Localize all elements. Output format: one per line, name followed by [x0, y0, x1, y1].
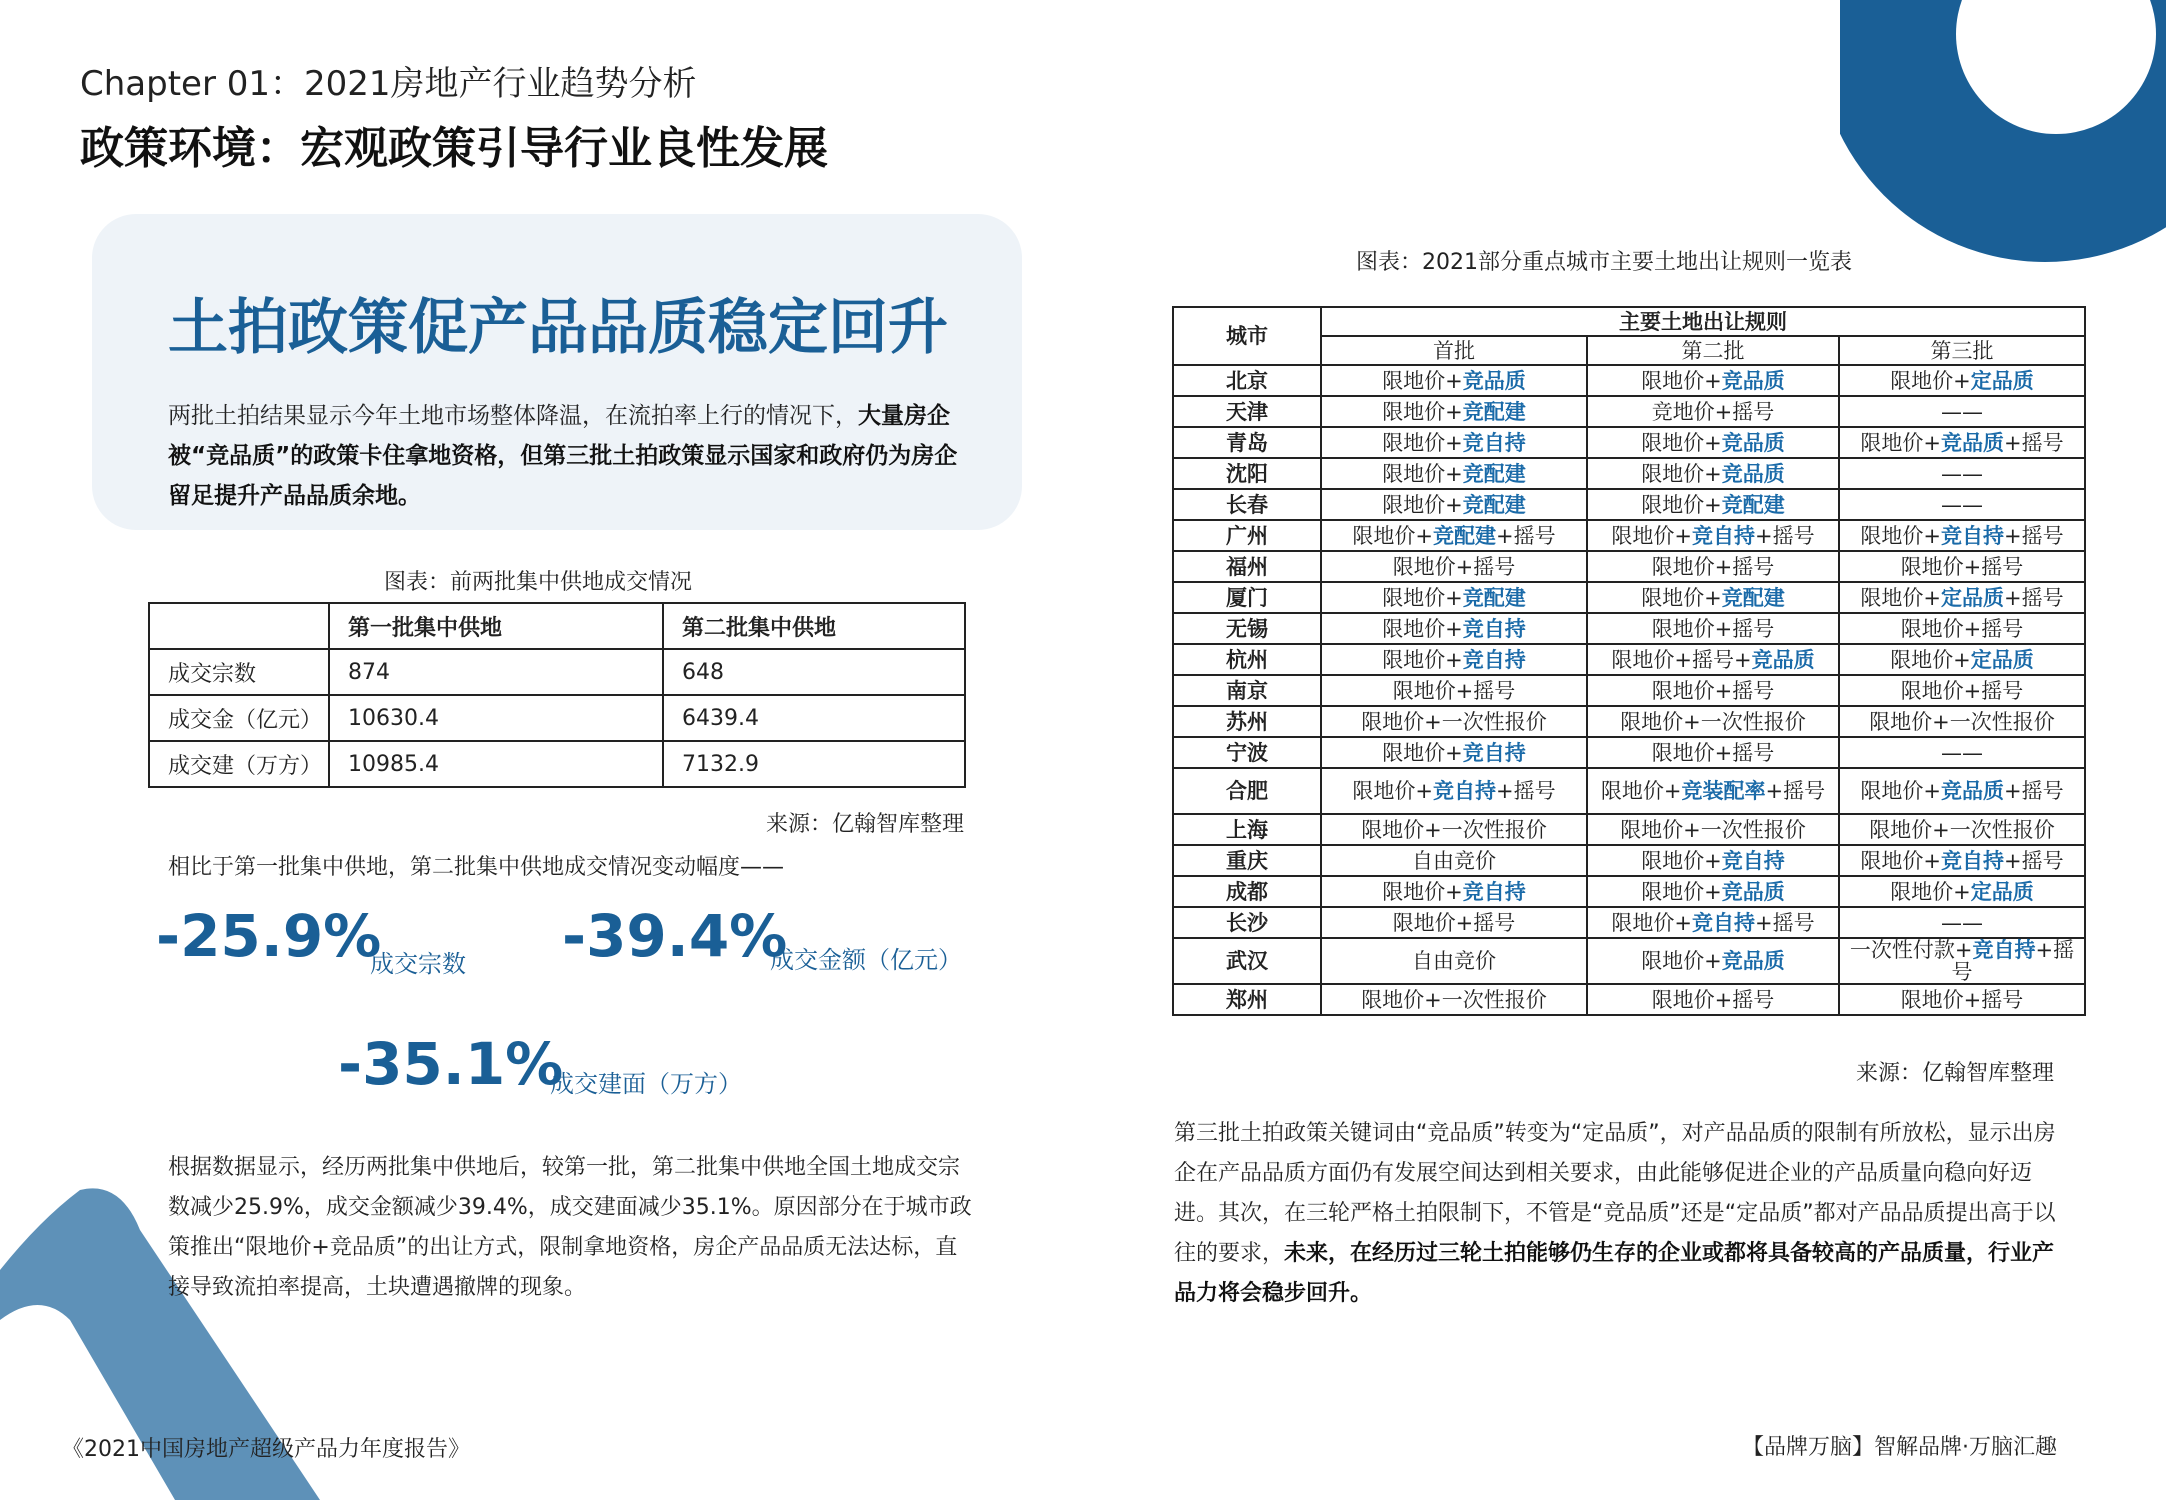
rule-text: 限地价+: [1611, 910, 1692, 935]
rule-text: 限地价+: [1641, 879, 1722, 904]
rule-cell: [1587, 551, 1839, 582]
rule-text: 限地价+摇号: [1651, 616, 1775, 641]
table-row: [1173, 365, 2085, 396]
batch-header: 首批: [1321, 336, 1587, 365]
rule-cell: [1321, 907, 1587, 938]
table-cell: 6439.4: [663, 695, 965, 741]
rule-cell: [1839, 814, 2085, 845]
rule-text: +摇号: [1496, 779, 1556, 803]
rule-cell: [1321, 675, 1587, 706]
rule-highlight: 竞配建: [1462, 585, 1526, 610]
rule-cell: [1321, 582, 1587, 613]
rule-cell: [1587, 396, 1839, 427]
rule-cell: [1587, 907, 1839, 938]
city-cell: 南京: [1173, 675, 1321, 706]
rule-text: 限地价+: [1382, 647, 1463, 672]
rule-text: 限地价+一次性报价: [1620, 817, 1806, 842]
rule-text: 竞地价+摇号: [1651, 399, 1775, 424]
city-cell: 合肥: [1173, 768, 1321, 814]
rule-cell: [1587, 938, 1839, 984]
top-right-ring-decoration: [1840, 0, 2166, 275]
table-row: [1173, 814, 2085, 845]
batch-header: 第二批: [1587, 336, 1839, 365]
rule-text: 限地价+: [1641, 461, 1722, 486]
rule-cell: [1839, 706, 2085, 737]
rule-text: 限地价+一次性报价: [1869, 709, 2055, 734]
rule-cell: [1587, 845, 1839, 876]
city-cell: 宁波: [1173, 737, 1321, 768]
rule-cell: [1587, 876, 1839, 907]
rule-text: 限地价+: [1611, 523, 1692, 548]
rule-highlight: 竞自持: [1462, 740, 1526, 765]
stats-lead: 相比于第一批集中供地，第二批集中供地成交情况变动幅度——: [168, 855, 785, 880]
rule-cell: [1321, 845, 1587, 876]
right-paragraph-normal: 第三批土拍政策关键词由“竞品质”转变为“定品质”，对产品品质的限制有所放松，显示出房企在产品品质方面仍有发展空间达到相关要求，由此能够促进企业的产品质量向稳向好迈进。其次，在三轮严格土拍限制下，不管是“竞品质”还是“定品质”都对产品品质提出高于以往的要求，: [1174, 1121, 2056, 1266]
table-row: [1173, 582, 2085, 613]
table-header-row: [1173, 307, 2085, 336]
rule-text: 限地价+: [1860, 430, 1941, 455]
rule-text: 限地价+: [1641, 585, 1722, 610]
rule-highlight: 竞配建: [1721, 585, 1785, 610]
table-row: [149, 695, 965, 741]
rule-text: 限地价+: [1382, 879, 1463, 904]
rule-text: +摇号: [2004, 523, 2064, 548]
table2-caption: 图表：2021部分重点城市主要土地出让规则一览表: [1356, 250, 1852, 275]
rule-text: ——: [1941, 492, 1983, 517]
city-cell: 沈阳: [1173, 458, 1321, 489]
rule-text: +摇号: [2004, 779, 2064, 803]
rule-text: 限地价+: [1382, 616, 1463, 641]
rule-text: +摇号: [1496, 523, 1556, 548]
rule-cell: [1321, 737, 1587, 768]
rule-text: 限地价+: [1382, 368, 1463, 393]
rule-text: +摇号: [1951, 938, 2075, 984]
table-cell: 7132.9: [663, 741, 965, 787]
table1-source: 来源：亿翰智库整理: [766, 812, 965, 837]
city-cell: 杭州: [1173, 644, 1321, 675]
rule-highlight: 竞品质: [1941, 430, 2004, 455]
rule-text: 限地价+: [1890, 368, 1971, 393]
table-row: [1173, 613, 2085, 644]
table-row: [1173, 845, 2085, 876]
table-row: [149, 603, 965, 649]
rule-cell: [1587, 489, 1839, 520]
table-row: [1173, 644, 2085, 675]
page-title: 政策环境：宏观政策引导行业良性发展: [80, 123, 828, 174]
table-cell: 874: [329, 649, 663, 695]
table-row: [1173, 675, 2085, 706]
rule-cell: [1587, 613, 1839, 644]
rule-text: 限地价+: [1641, 949, 1722, 973]
rule-text: 限地价+摇号: [1900, 987, 2024, 1012]
card-text: [168, 396, 968, 516]
rule-text: 限地价+摇号: [1651, 740, 1775, 765]
table-row: [1173, 737, 2085, 768]
rule-cell: [1587, 458, 1839, 489]
rule-highlight: 竞品质: [1751, 647, 1815, 672]
rule-cell: [1321, 706, 1587, 737]
rule-text: 限地价+: [1382, 430, 1463, 455]
rule-highlight: 竞自持: [1692, 523, 1755, 548]
table-row: [1173, 551, 2085, 582]
rule-text: 限地价+摇号: [1651, 987, 1775, 1012]
land-supply-table: [148, 602, 966, 788]
rule-text: 限地价+: [1382, 585, 1463, 610]
rule-text: +摇号: [2004, 430, 2064, 455]
table-row: [1173, 984, 2085, 1015]
rule-text: ——: [1941, 399, 1983, 424]
table-cell: 10630.4: [329, 695, 663, 741]
rule-highlight: 竞自持: [1941, 848, 2004, 873]
rule-highlight: 竞自持: [1692, 910, 1755, 935]
rule-highlight: 竞配建: [1462, 492, 1526, 517]
rule-cell: [1839, 582, 2085, 613]
rule-cell: [1587, 582, 1839, 613]
rule-cell: [1321, 644, 1587, 675]
rule-cell: [1839, 845, 2085, 876]
rule-cell: [1321, 458, 1587, 489]
rule-text: 限地价+: [1860, 585, 1941, 610]
rule-text: 限地价+: [1382, 740, 1463, 765]
rule-cell: [1839, 520, 2085, 551]
rule-text: 限地价+一次性报价: [1361, 817, 1547, 842]
table-row: [1173, 427, 2085, 458]
table-body: [1173, 365, 2085, 1015]
rule-highlight: 定品质: [1970, 647, 2034, 672]
rule-text: +摇号: [1765, 779, 1826, 803]
rule-cell: [1587, 427, 1839, 458]
rule-text: +摇号: [1755, 523, 1815, 548]
rule-text: 限地价+: [1600, 779, 1682, 803]
rule-text: 限地价+: [1890, 647, 1971, 672]
rule-highlight: 竞品质: [1721, 461, 1785, 486]
table-cell: 成交金（亿元）: [149, 695, 329, 741]
city-cell: 长沙: [1173, 907, 1321, 938]
rule-text: 自由竞价: [1412, 949, 1496, 973]
card-text-normal: 两批土拍结果显示今年土地市场整体降温，在流拍率上行的情况下，: [168, 403, 858, 429]
rule-text: 限地价+: [1860, 779, 1941, 803]
rule-highlight: 竞品质: [1941, 779, 2004, 803]
city-cell: 青岛: [1173, 427, 1321, 458]
table-row: [1173, 520, 2085, 551]
rule-cell: [1839, 737, 2085, 768]
rule-highlight: 竞品质: [1721, 949, 1785, 973]
rule-text: 限地价+: [1860, 523, 1941, 548]
rule-highlight: 竞自持: [1462, 430, 1526, 455]
table-cell: 成交建（万方）: [149, 741, 329, 787]
rule-cell: [1321, 876, 1587, 907]
table-row: [1173, 938, 2085, 984]
table1-caption: 图表：前两批集中供地成交情况: [384, 570, 693, 595]
table-header-cell: 第一批集中供地: [329, 603, 663, 649]
rule-text: 限地价+摇号+: [1611, 647, 1752, 672]
stat-value-deals: -25.9%: [156, 902, 382, 970]
table-row: [1173, 489, 2085, 520]
rule-text: 一次性付款+: [1849, 938, 1973, 962]
rule-highlight: 竞自持: [1433, 779, 1496, 803]
city-cell: 重庆: [1173, 845, 1321, 876]
rule-cell: [1839, 768, 2085, 814]
rule-cell: [1321, 613, 1587, 644]
rule-cell: [1839, 489, 2085, 520]
rule-cell: [1587, 737, 1839, 768]
rule-cell: [1321, 520, 1587, 551]
rule-cell: [1839, 365, 2085, 396]
rule-text: 限地价+摇号: [1651, 678, 1775, 703]
rules-header: 主要土地出让规则: [1321, 307, 2085, 336]
rule-cell: [1321, 551, 1587, 582]
rule-cell: [1321, 768, 1587, 814]
footer-brand: 【品牌万脑】智解品牌·万脑汇趣: [1742, 1435, 2057, 1460]
rule-cell: [1321, 984, 1587, 1015]
rule-text: +摇号: [2004, 848, 2064, 873]
rule-text: 限地价+: [1860, 848, 1941, 873]
table-row: [1173, 907, 2085, 938]
card-title: 土拍政策促产品品质稳定回升: [168, 293, 948, 363]
rule-text: 限地价+一次性报价: [1620, 709, 1806, 734]
stat-label-deals: 成交宗数: [370, 950, 466, 978]
table-row: [1173, 876, 2085, 907]
stat-value-area: -35.1%: [338, 1030, 564, 1098]
rule-highlight: 竞自持: [1462, 616, 1526, 641]
rule-highlight: 竞配建: [1462, 399, 1526, 424]
rule-text: 限地价+: [1641, 368, 1722, 393]
rule-text: 限地价+摇号: [1392, 910, 1516, 935]
left-paragraph: 根据数据显示，经历两批集中供地后，较第一批，第二批集中供地全国土地成交宗数减少25.9%，成交金额减少39.4%，成交建面减少35.1%。原因部分在于城市政策推出“限地价+竞品质”的出让方式，限制拿地资格，房企产品品质无法达标，直接导致流拍率提高，土块遭遇撤牌的现象。: [168, 1155, 972, 1300]
table-cell: 10985.4: [329, 741, 663, 787]
city-cell: 长春: [1173, 489, 1321, 520]
city-cell: 厦门: [1173, 582, 1321, 613]
table-cell: 成交宗数: [149, 649, 329, 695]
stat-value-amount: -39.4%: [562, 902, 788, 970]
table-header-cell: [149, 603, 329, 649]
rule-cell: [1839, 907, 2085, 938]
rule-cell: [1839, 427, 2085, 458]
rule-text: 限地价+: [1382, 461, 1463, 486]
rule-highlight: 竞自持: [1972, 938, 2036, 962]
rule-highlight: 定品质: [1970, 879, 2034, 904]
rule-highlight: 竞品质: [1721, 368, 1785, 393]
rule-cell: [1321, 814, 1587, 845]
rule-text: ——: [1941, 461, 1983, 486]
rule-cell: [1839, 984, 2085, 1015]
rule-cell: [1839, 396, 2085, 427]
rule-cell: [1587, 644, 1839, 675]
rule-text: 限地价+: [1382, 399, 1463, 424]
rule-text: 限地价+摇号: [1651, 554, 1775, 579]
rule-highlight: 竞装配率: [1681, 779, 1766, 803]
rule-text: 限地价+摇号: [1392, 554, 1516, 579]
rule-cell: [1839, 644, 2085, 675]
rule-text: 限地价+: [1641, 492, 1722, 517]
rule-cell: [1587, 675, 1839, 706]
city-land-rules-table: [1172, 306, 2086, 1016]
table2-source: 来源：亿翰智库整理: [1856, 1061, 2055, 1086]
city-cell: 天津: [1173, 396, 1321, 427]
rule-cell: [1839, 613, 2085, 644]
city-cell: 北京: [1173, 365, 1321, 396]
table-row: [149, 741, 965, 787]
rule-text: 限地价+一次性报价: [1869, 817, 2055, 842]
rule-cell: [1587, 984, 1839, 1015]
rule-text: 限地价+一次性报价: [1361, 987, 1547, 1012]
table-cell: 648: [663, 649, 965, 695]
city-cell: 郑州: [1173, 984, 1321, 1015]
city-cell: 武汉: [1173, 938, 1321, 984]
city-cell: 无锡: [1173, 613, 1321, 644]
table-row: [1173, 396, 2085, 427]
rule-cell: [1321, 396, 1587, 427]
rule-text: 限地价+: [1641, 430, 1722, 455]
rule-text: 限地价+摇号: [1900, 616, 2024, 641]
rule-text: 限地价+摇号: [1900, 554, 2024, 579]
rule-text: +摇号: [1755, 910, 1815, 935]
rule-text: 限地价+: [1352, 523, 1433, 548]
rule-text: 自由竞价: [1412, 848, 1496, 873]
right-paragraph-bold: 未来，在经历过三轮土拍能够仍生存的企业或都将具备较高的产品质量，行业产品力将会稳步回升。: [1174, 1241, 2055, 1306]
rule-text: 限地价+: [1890, 879, 1971, 904]
city-header: 城市: [1173, 307, 1321, 365]
city-cell: 苏州: [1173, 706, 1321, 737]
rule-highlight: 竞品质: [1462, 368, 1526, 393]
city-cell: 福州: [1173, 551, 1321, 582]
rule-cell: [1839, 458, 2085, 489]
chapter-heading: Chapter 01：2021房地产行业趋势分析: [80, 64, 697, 104]
table-row: [1173, 768, 2085, 814]
table-row: [1173, 706, 2085, 737]
rule-text: 限地价+: [1352, 779, 1433, 803]
stat-label-area: 成交建面（万方）: [550, 1070, 742, 1098]
rule-highlight: 竞自持: [1721, 848, 1785, 873]
rule-cell: [1839, 551, 2085, 582]
city-cell: 上海: [1173, 814, 1321, 845]
rule-cell: [1321, 365, 1587, 396]
rule-text: 限地价+: [1382, 492, 1463, 517]
rule-cell: [1321, 427, 1587, 458]
rule-cell: [1587, 706, 1839, 737]
rule-highlight: 竞自持: [1462, 647, 1526, 672]
rule-highlight: 竞配建: [1433, 523, 1496, 548]
right-paragraph: [1174, 1114, 2074, 1314]
rule-text: 限地价+一次性报价: [1361, 709, 1547, 734]
rule-text: ——: [1941, 910, 1983, 935]
rule-cell: [1321, 489, 1587, 520]
rule-highlight: 定品质: [1970, 368, 2034, 393]
rule-cell: [1839, 675, 2085, 706]
card-text-bold: 大量房企被“竞品质”的政策卡住拿地资格，但第三批土拍政策显示国家和政府仍为房企留足提升产品品质余地。: [168, 403, 958, 509]
rule-text: 限地价+摇号: [1900, 678, 2024, 703]
table-row: [149, 649, 965, 695]
rule-cell: [1587, 520, 1839, 551]
footer-report-title: 《2021中国房地产超级产品力年度报告》: [62, 1437, 470, 1462]
rule-cell: [1587, 365, 1839, 396]
rule-highlight: 竞配建: [1721, 492, 1785, 517]
table-row: [1173, 458, 2085, 489]
stat-label-amount: 成交金额（亿元）: [770, 946, 962, 974]
rule-highlight: 竞品质: [1721, 430, 1785, 455]
rule-text: 限地价+: [1641, 848, 1722, 873]
rule-highlight: 竞自持: [1462, 879, 1526, 904]
rule-highlight: 竞自持: [1941, 523, 2004, 548]
rule-highlight: 竞配建: [1462, 461, 1526, 486]
table-header-cell: 第二批集中供地: [663, 603, 965, 649]
rule-cell: [1839, 938, 2085, 984]
rule-cell: [1587, 814, 1839, 845]
rule-cell: [1321, 938, 1587, 984]
rule-cell: [1839, 876, 2085, 907]
city-cell: 广州: [1173, 520, 1321, 551]
rule-text: 限地价+摇号: [1392, 678, 1516, 703]
rule-highlight: 定品质: [1941, 585, 2004, 610]
rule-highlight: 竞品质: [1721, 879, 1785, 904]
rule-text: ——: [1941, 740, 1983, 765]
city-cell: 成都: [1173, 876, 1321, 907]
rule-text: +摇号: [2004, 585, 2064, 610]
rule-cell: [1587, 768, 1839, 814]
batch-header: 第三批: [1839, 336, 2085, 365]
